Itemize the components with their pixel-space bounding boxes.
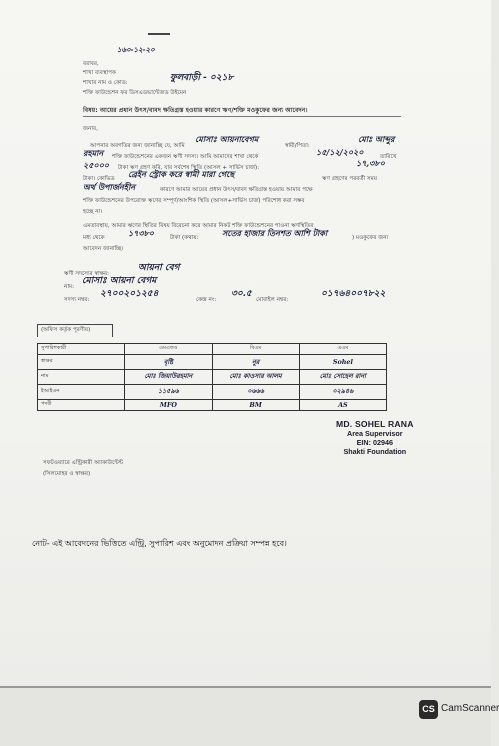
reason-cont-handwritten: অর্থ উপার্জনহীন <box>83 182 136 192</box>
stamp-title: Area Supervisor <box>347 429 403 438</box>
table-header-row <box>38 344 387 355</box>
balance-handwritten: ১৭,৩৮০ <box>356 158 385 168</box>
body-line-1-post: স্বামী/পিতা: <box>285 143 310 149</box>
table-row <box>38 355 387 370</box>
table-cell: মোঃ সোহেল রানা <box>299 370 386 385</box>
member-number-label: সদস্য নম্বর: <box>64 297 90 303</box>
table-row <box>38 384 387 399</box>
table-header: বিএম <box>212 344 299 355</box>
addressee-line-2: শাখার নাম ও কোড: <box>83 80 128 86</box>
addressee-line-3: শক্তি ফাউন্ডেশন ফর ডিসএডভান্টেজড উইমেন <box>83 90 187 96</box>
body-line-10: আবেদন জানাচ্ছি। <box>83 246 124 252</box>
waive-amount-handwritten: ১৭৩৮০ <box>128 228 154 238</box>
body-line-9-post: ) মওকুফের জন্য <box>352 235 389 241</box>
table-cell: Sohel <box>299 355 386 370</box>
row-label: নাম <box>38 370 125 385</box>
body-line-5: কারণে আমার আয়ের প্রধান উৎস/বাবদ ক্ষতিগ্রস্ত হওয়ায় আমার পক্ষে <box>160 187 313 193</box>
body-line-2-pre: শক্তি ফাউন্ডেশনের একজন ঋণী সদস্য। আমি আমাদের শাখা থেকে <box>112 154 259 160</box>
table-cell: ০৬৬৬ <box>212 384 299 399</box>
table-cell: MFO <box>125 399 212 410</box>
body-line-4-post: ঋণ গ্রহণের পরবর্তী সময় <box>322 176 378 182</box>
body-line-3: টাকা ঋণ গ্রহণ করি, যার সর্বশেষ স্থিতি (আসল + সার্ভিস চার্জ): <box>118 165 260 171</box>
recommendation-table <box>37 343 387 411</box>
addressee-line-1: শাখা ব্যবস্থাপক <box>83 70 116 76</box>
reason-handwritten: ব্রেইন স্ট্রোক করে স্বামী মারা গেছে <box>128 169 235 179</box>
table-header: এএম <box>299 344 386 355</box>
table-cell: BM <box>212 399 299 410</box>
salutation: জনাব, <box>83 126 98 132</box>
row-label: পদবী <box>38 399 125 410</box>
husband-name-handwritten: মোঃ আব্দুর <box>358 134 395 144</box>
seal-signature-label: (সিলমোহর ও স্বাক্ষর) <box>43 471 91 477</box>
body-line-9-mid: টাকা (কথায়: <box>170 235 199 241</box>
husband-name-cont-handwritten: রহমান <box>83 148 104 158</box>
table-cell: ১১৫৯৬ <box>125 384 212 399</box>
member-number-handwritten: ২৭০০২০১২৫৪ <box>100 289 159 299</box>
body-line-1-pre: আপনার অবগতির জন্য জানাচ্ছি যে, আমি <box>90 143 185 149</box>
table-row <box>38 370 387 385</box>
table-cell: ০২৯৪৬ <box>299 384 386 399</box>
row-label: ইআইএন <box>38 384 125 399</box>
table-cell: মোঃ জিয়াউরহমান <box>125 370 212 385</box>
applicant-name-handwritten: মোসাঃ আয়নাবেগম <box>195 134 259 144</box>
body-line-9-pre: মধ্য থেকে <box>83 235 105 241</box>
to-label: বরাবর, <box>83 61 99 67</box>
member-signature-label: ঋণী সদস্যের স্বাক্ষর: <box>64 271 109 277</box>
mobile-number-label: মোবাইল নম্বর: <box>256 297 289 303</box>
table-cell: AS <box>299 399 386 410</box>
table-row <box>38 399 387 410</box>
subject-underline <box>83 116 401 117</box>
area-supervisor-stamp <box>336 419 414 456</box>
body-line-2-post: তারিখে <box>380 154 397 160</box>
office-use-label: (অফিস কর্তৃক পূরণীয়) <box>41 327 91 333</box>
camscanner-watermark: CamScanner <box>441 703 499 714</box>
reference-number: ১৬০-১২-২০ <box>117 45 155 54</box>
center-number-handwritten: ৩০.৫ <box>231 289 252 299</box>
scan-dash-mark <box>148 33 170 35</box>
table-cell: নুর <box>212 355 299 370</box>
subject-line: বিষয়: আয়ের প্রধান উৎস/বাবদ ক্ষতিগ্রস্ত হওয়ার কারণে ঋণ/শক্তি মওকুফের জন্য আবেদন। <box>83 107 308 114</box>
body-line-6: শক্তি ফাউন্ডেশনের উপরোক্ত ঋণের সম্পূর্ণ/আংশিক স্থিতি (আসল+সার্ভিস চার্জ) পরিশোধ করা সম্ভব <box>83 198 305 204</box>
camscanner-logo-icon: CS <box>419 700 438 719</box>
scan-bottom-margin <box>0 688 491 746</box>
loan-date-handwritten: ১৫/১২/২০২০ <box>316 147 364 157</box>
loan-amount-handwritten: ২৫০০০ <box>83 160 109 170</box>
table-cell: মোঃ কাওসার আলম <box>212 370 299 385</box>
name-label: নাম: <box>64 284 74 290</box>
body-line-4-pre: টাকা। কোভিড <box>83 176 115 182</box>
member-name-handwritten: মোসাঃ আয়না বেগম <box>82 276 157 286</box>
body-line-7: হচ্ছে না। <box>83 209 103 215</box>
center-number-label: কেন্দ্র নং: <box>196 297 217 303</box>
table-cell: বৃষ্টি <box>125 355 212 370</box>
branch-name-handwritten: ফুলবাড়ী - ০২১৮ <box>170 73 234 83</box>
stamp-ein: EIN: 02946 <box>356 438 393 447</box>
accountant-label: সফটওয়্যারে এন্ট্রিকারী অ্যাকাউন্টেন্ট <box>43 460 124 466</box>
row-label: স্বাক্ষর <box>38 355 125 370</box>
mobile-number-handwritten: ০১৭৬৪০০৭৮২২ <box>321 289 386 299</box>
footer-note: নোট- এই আবেদনের ভিত্তিতে এন্ট্রি, সুপারিশ এবং অনুমোদন প্রক্রিয়া সম্পন্ন হবে। <box>32 539 287 548</box>
body-line-8: এমতাবস্থায়, আমার ঋণের স্থিতির বিষয় বিবেচনা করে আমার নিকট শক্তি ফাউন্ডেশনের পাওনা ঋণস্থিতির <box>83 223 314 229</box>
stamp-name: MD. SOHEL RANA <box>336 419 414 429</box>
table-header: সুপারিশকারী <box>38 344 125 355</box>
stamp-org: Shakti Foundation <box>343 447 407 456</box>
table-header: এমএফও <box>125 344 212 355</box>
amount-in-words-handwritten: সতের হাজার তিনশত আশি টাকা <box>222 228 328 238</box>
member-signature-handwritten: আয়না বেগ <box>138 263 180 273</box>
